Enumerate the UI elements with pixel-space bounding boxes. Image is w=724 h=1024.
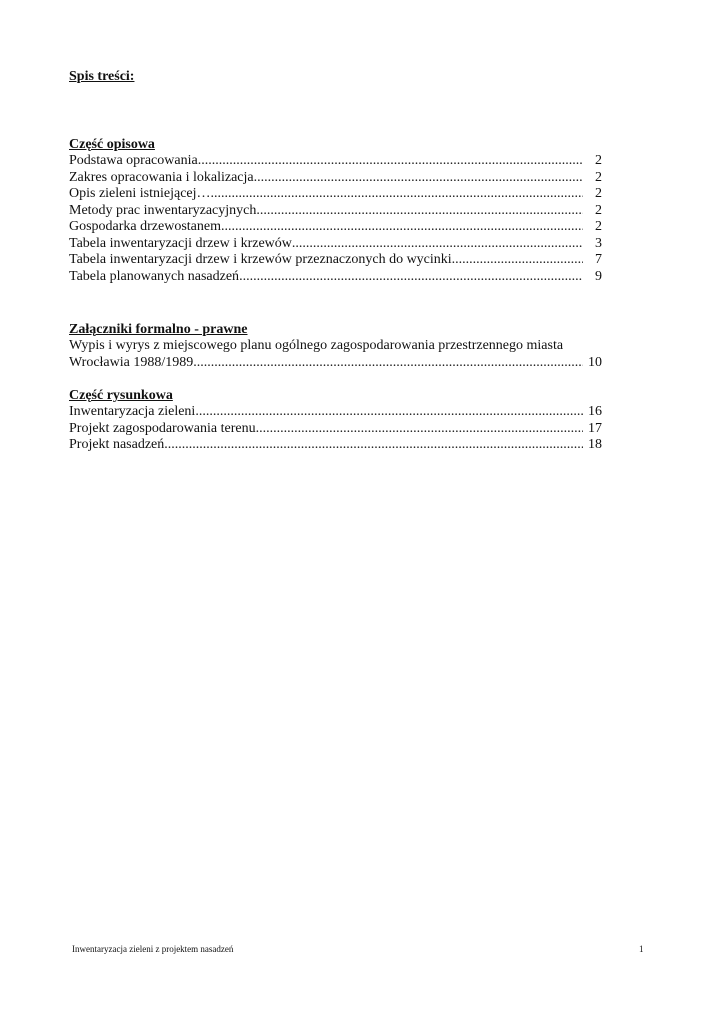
toc-entry xyxy=(69,437,602,454)
toc-entry-label: Wrocławia 1988/1989 xyxy=(69,354,194,370)
toc-entry-page: 2 xyxy=(595,169,602,185)
toc-title: Spis treści: xyxy=(69,69,135,84)
toc-entry-label: Podstawa opracowania xyxy=(69,153,198,168)
toc-entry xyxy=(69,153,602,170)
dot-leader xyxy=(254,170,583,187)
toc-entry-label: Projekt zagospodarowania terenu xyxy=(69,420,256,436)
dot-leader xyxy=(198,153,583,170)
toc-entry-page: 2 xyxy=(595,219,602,234)
toc-section-descriptive xyxy=(69,137,602,285)
toc-entry xyxy=(69,269,602,286)
toc-entry xyxy=(69,404,602,421)
toc-entry xyxy=(69,252,602,269)
toc-entry-page: 2 xyxy=(595,202,602,218)
toc-entry-label: Tabela planowanych nasadzeń xyxy=(69,268,240,284)
toc-entry-label: Zakres opracowania i lokalizacja xyxy=(69,169,254,185)
dot-leader xyxy=(292,236,583,253)
toc-entry xyxy=(69,186,602,203)
toc-entry-page: 2 xyxy=(595,153,602,168)
toc-entry-label: Opis zieleni istniejącej… xyxy=(69,186,211,201)
section-heading: Część rysunkowa xyxy=(69,388,173,403)
dot-leader xyxy=(193,355,583,372)
toc-entry-label: Projekt nasadzeń xyxy=(69,437,165,452)
toc-entry xyxy=(69,203,602,220)
dot-leader xyxy=(221,219,583,236)
toc-entry-page: 3 xyxy=(595,235,602,251)
toc-entry-page: 16 xyxy=(588,404,602,419)
dot-leader xyxy=(239,269,583,286)
toc-entry-page: 18 xyxy=(588,437,602,452)
toc-entry-label: Tabela inwentaryzacji drzew i krzewów przeznaczonych do wycinki xyxy=(69,252,452,267)
footer-text: Inwentaryzacja zieleni z projektem nasadzeń xyxy=(72,944,234,954)
section-heading: Część opisowa xyxy=(69,137,155,152)
toc-entry-label-line1: Wypis i wyrys z miejscowego planu ogólnego zagospodarowania przestrzennego miasta xyxy=(69,338,564,353)
dot-leader xyxy=(256,421,583,438)
toc-entry-page: 2 xyxy=(595,186,602,201)
dot-leader xyxy=(211,186,583,203)
toc-entry xyxy=(69,219,602,236)
toc-entry-label: Metody prac inwentaryzacyjnych xyxy=(69,202,257,218)
dot-leader xyxy=(195,404,583,421)
toc-entry-page: 17 xyxy=(588,420,602,436)
footer-page-number: 1 xyxy=(639,944,644,954)
toc-entry-label: Gospodarka drzewostanem xyxy=(69,219,222,234)
dot-leader xyxy=(164,437,583,454)
toc-entry xyxy=(69,236,602,253)
toc-section-drawings xyxy=(69,388,602,454)
dot-leader xyxy=(256,203,583,220)
toc-entry xyxy=(69,170,602,187)
toc-entry-page: 7 xyxy=(595,252,602,267)
dot-leader xyxy=(452,252,583,269)
toc-entry-label: Inwentaryzacja zieleni xyxy=(69,404,196,419)
toc-entry xyxy=(69,421,602,438)
toc-entry-page: 10 xyxy=(588,354,602,370)
toc-section-formal-legal xyxy=(69,322,602,371)
toc-entry xyxy=(69,355,602,372)
toc-entry-label: Tabela inwentaryzacji drzew i krzewów xyxy=(69,235,292,251)
section-heading: Załączniki formalno - prawne xyxy=(69,322,248,337)
toc-entry-page: 9 xyxy=(595,268,602,284)
